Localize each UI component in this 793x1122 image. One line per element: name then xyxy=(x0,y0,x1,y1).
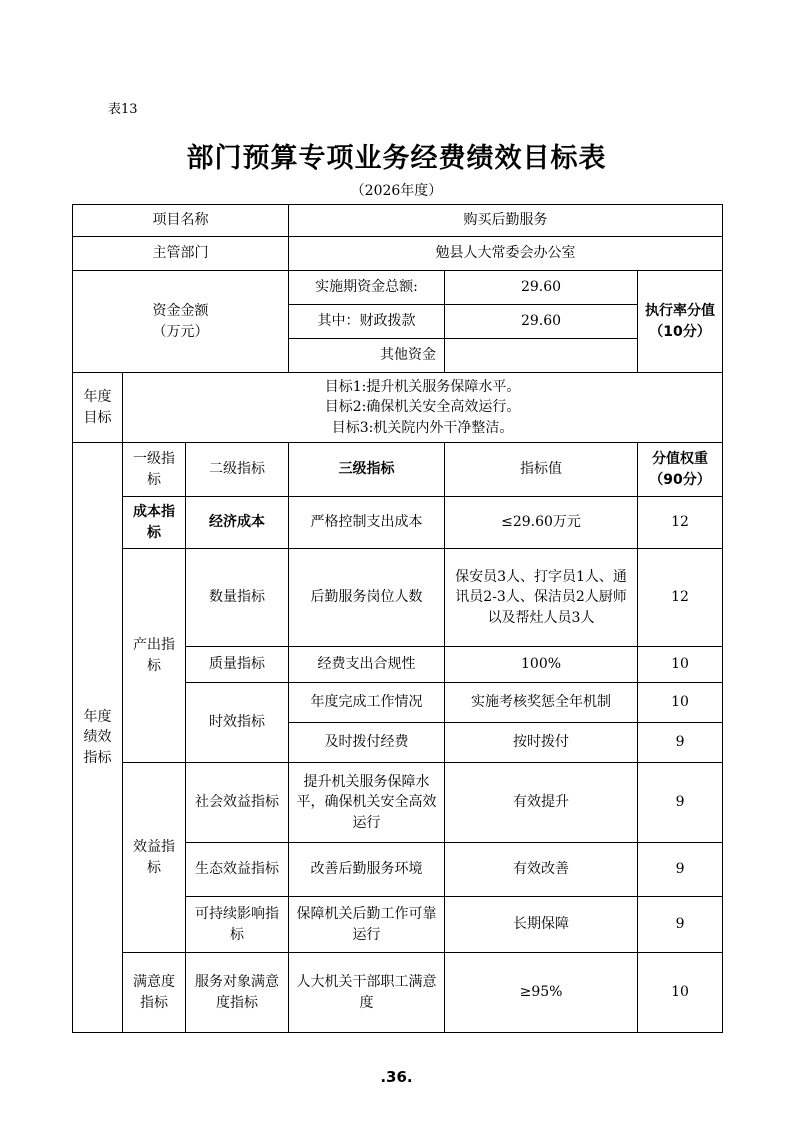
funds-label-cell xyxy=(73,271,289,373)
page-number: .36. xyxy=(380,1068,413,1086)
satisfaction-weight: 10 xyxy=(638,953,723,1033)
indicator-header-row xyxy=(73,443,723,497)
project-name-label: 项目名称 xyxy=(73,205,289,237)
benefit-l2: 可持续影响指标 xyxy=(186,897,289,953)
annual-goals-row xyxy=(73,373,723,443)
quality-value: 100% xyxy=(445,647,638,683)
satisfaction-l1: 满意度指标 xyxy=(123,953,186,1033)
page-title: 部门预算专项业务经费绩效目标表 xyxy=(186,143,607,174)
satisfaction-value: ≥95% xyxy=(445,953,638,1033)
satisfaction-l2: 服务对象满意度指标 xyxy=(186,953,289,1033)
other-funds-label: 其他资金 xyxy=(289,339,445,373)
timeliness-weight: 10 xyxy=(638,683,723,723)
funds-label: 资金金额 xyxy=(152,303,209,320)
timeliness-l3: 及时拨付经费 xyxy=(289,723,445,763)
header-level2: 二级指标 xyxy=(186,443,289,497)
satisfaction-l3: 人大机关干部职工满意度 xyxy=(289,953,445,1033)
total-funds-value: 29.60 xyxy=(445,271,638,305)
cost-l1: 成本指标 xyxy=(123,497,186,549)
other-funds-value xyxy=(445,339,638,373)
quality-l3: 经费支出合规性 xyxy=(289,647,445,683)
timeliness-l2: 时效指标 xyxy=(186,683,289,763)
project-name-value: 购买后勤服务 xyxy=(289,205,723,237)
performance-target-table xyxy=(72,204,723,1033)
quantity-value: 保安员3人、打字员1人、通讯员2-3人、保洁员2人厨师以及帮灶人员3人 xyxy=(445,549,638,647)
timeliness-weight: 9 xyxy=(638,723,723,763)
annual-goals-list xyxy=(123,373,723,443)
social-benefit-row xyxy=(73,763,723,843)
quantity-row xyxy=(73,549,723,647)
benefit-l2: 社会效益指标 xyxy=(186,763,289,843)
department-value: 勉县人大常委会办公室 xyxy=(289,237,723,271)
cost-l2: 经济成本 xyxy=(186,497,289,549)
fiscal-funds-value: 29.60 xyxy=(445,305,638,339)
timeliness-value: 实施考核奖惩全年机制 xyxy=(445,683,638,723)
benefit-value: 有效改善 xyxy=(445,843,638,897)
benefit-value: 有效提升 xyxy=(445,763,638,843)
benefit-weight: 9 xyxy=(638,897,723,953)
header-level1: 一级指标 xyxy=(123,443,186,497)
benefit-l3: 改善后勤服务环境 xyxy=(289,843,445,897)
quantity-l2: 数量指标 xyxy=(186,549,289,647)
satisfaction-row xyxy=(73,953,723,1033)
benefit-weight: 9 xyxy=(638,843,723,897)
timeliness-value: 按时拨付 xyxy=(445,723,638,763)
quality-l2: 质量指标 xyxy=(186,647,289,683)
year-subtitle: （2026年度） xyxy=(350,183,443,199)
cost-l3: 严格控制支出成本 xyxy=(289,497,445,549)
quantity-l3: 后勤服务岗位人数 xyxy=(289,549,445,647)
cost-row xyxy=(73,497,723,549)
header-level3: 三级指标 xyxy=(289,443,445,497)
department-row xyxy=(73,237,723,271)
header-weight: 分值权重（90分） xyxy=(638,443,723,497)
benefit-l3: 保障机关后勤工作可靠运行 xyxy=(289,897,445,953)
execution-rate-score: 执行率分值（10分） xyxy=(638,271,723,373)
fiscal-funds-label: 其中：财政拨款 xyxy=(289,305,445,339)
funds-total-row xyxy=(73,271,723,305)
quality-weight: 10 xyxy=(638,647,723,683)
goal-item: 目标2:确保机关安全高效运行。 xyxy=(324,399,521,416)
cost-weight: 12 xyxy=(638,497,723,549)
benefit-value: 长期保障 xyxy=(445,897,638,953)
annual-goals-label: 年度目标 xyxy=(73,373,123,443)
goal-item: 目标3:机关院内外干净整洁。 xyxy=(331,419,514,436)
header-value: 指标值 xyxy=(445,443,638,497)
benefit-l3: 提升机关服务保障水平，确保机关安全高效运行 xyxy=(289,763,445,843)
benefit-l2: 生态效益指标 xyxy=(186,843,289,897)
benefit-l1: 效益指标 xyxy=(123,763,186,953)
goal-item: 目标1:提升机关服务保障水平。 xyxy=(324,379,521,396)
total-funds-label: 实施期资金总额: xyxy=(289,271,445,305)
timeliness-l3: 年度完成工作情况 xyxy=(289,683,445,723)
annual-performance-label: 年度绩效指标 xyxy=(73,443,123,1033)
project-name-row xyxy=(73,205,723,237)
output-l1: 产出指标 xyxy=(123,549,186,763)
department-label: 主管部门 xyxy=(73,237,289,271)
quantity-weight: 12 xyxy=(638,549,723,647)
benefit-weight: 9 xyxy=(638,763,723,843)
table-number: 表13 xyxy=(108,102,138,117)
funds-unit: （万元） xyxy=(152,323,209,340)
cost-value: ≤29.60万元 xyxy=(445,497,638,549)
